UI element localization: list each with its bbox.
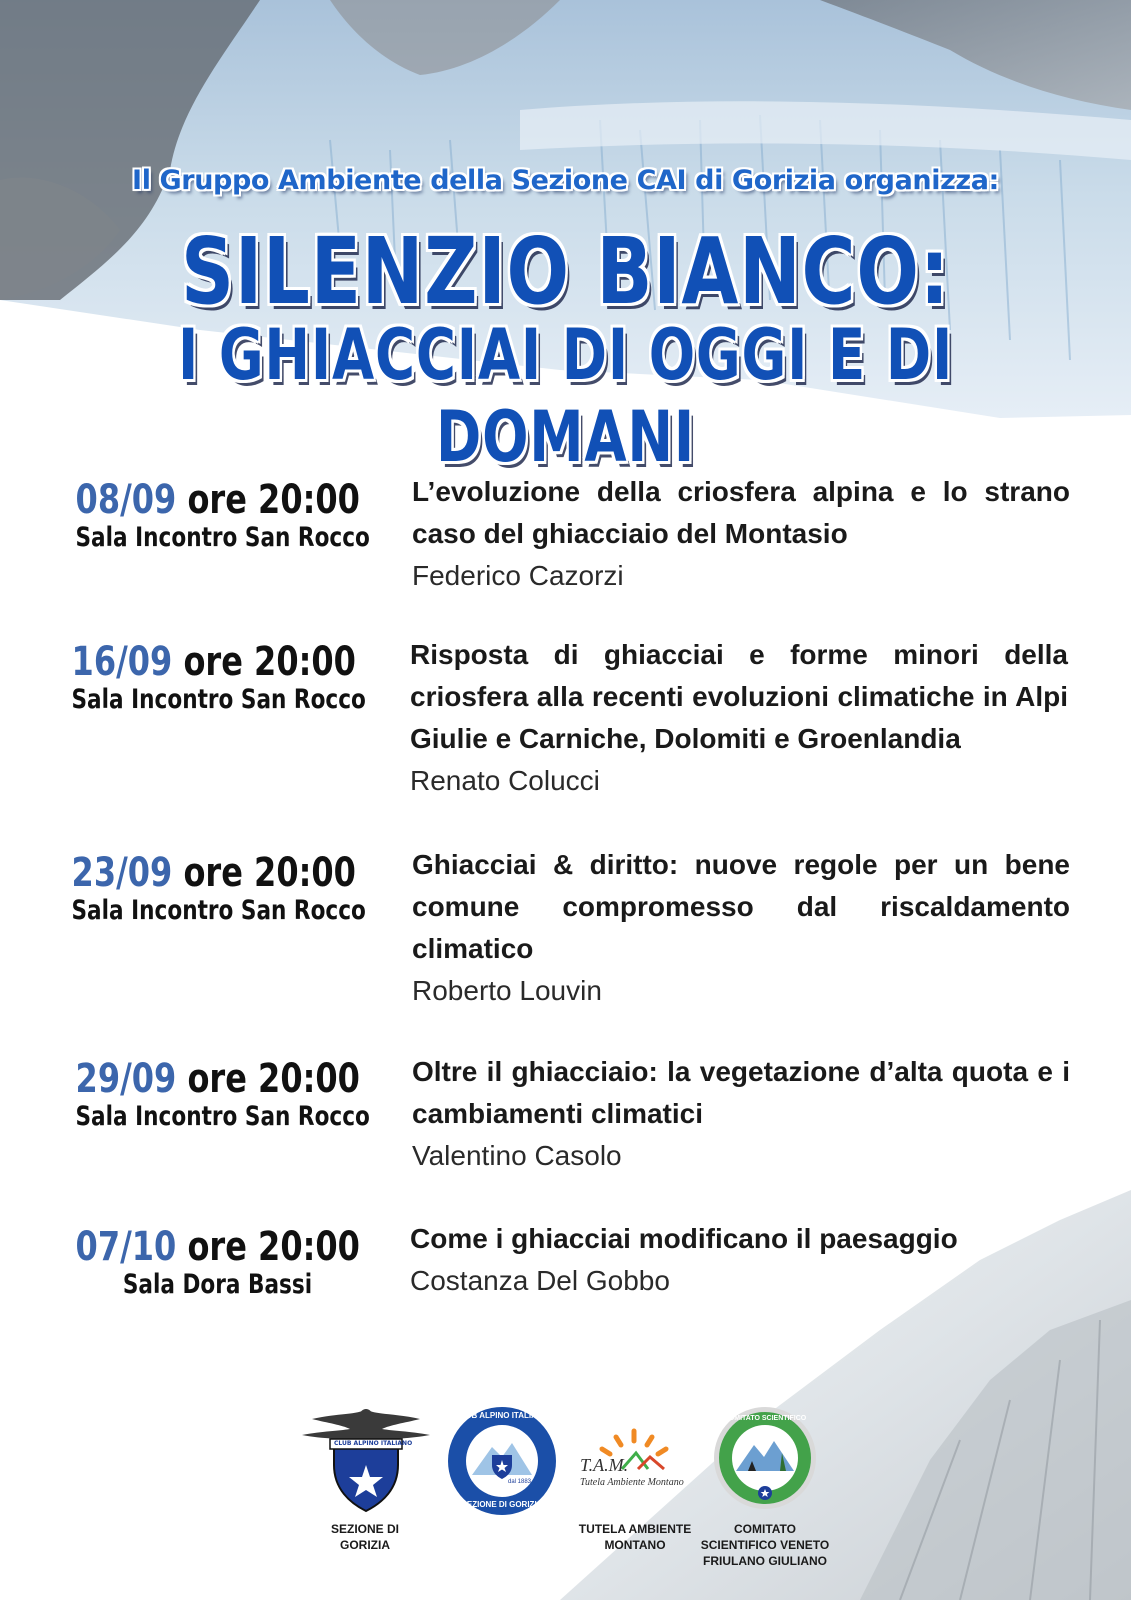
event-venue: Sala Incontro San Rocco: [71, 684, 366, 715]
event-time: ore 20:00: [187, 1056, 360, 1102]
event-title-line1: SILENZIO BIANCO:: [181, 218, 950, 325]
event-when: [40, 1225, 395, 1301]
speaker-name: Costanza Del Gobbo: [410, 1265, 670, 1296]
event-date: 23/09: [71, 850, 173, 896]
event-when: [36, 640, 391, 716]
event-when: [36, 851, 391, 927]
speaker-name: Federico Cazorzi: [412, 560, 624, 591]
event-date: 16/09: [71, 639, 173, 685]
event-talk: [412, 844, 1070, 1012]
talk-title: Risposta di ghiacciai e forme minori della criosfera alla recenti evoluzioni climatiche in Alpi Giulie e Carniche, Dolomiti e Groenlandia: [410, 639, 1068, 754]
event-talk: [412, 471, 1070, 597]
event-time: ore 20:00: [187, 477, 360, 523]
event-talk: [412, 1051, 1070, 1177]
tam-script: Tutela Ambiente Montano: [580, 1477, 684, 1488]
event-when: [40, 478, 395, 554]
cai-eagle-shield-icon: [298, 1405, 434, 1515]
organizer-intro: Il Gruppo Ambiente della Sezione CAI di Gorizia organizza:: [132, 165, 999, 196]
event-datetime: [72, 640, 356, 684]
event-venue: Sala Incontro San Rocco: [75, 1101, 370, 1132]
event-datetime: [76, 1057, 360, 1101]
tam-caption: TUTELA AMBIENTE MONTANO: [578, 1522, 692, 1552]
speaker-name: Renato Colucci: [410, 765, 600, 796]
gorizia-year: dal 1883: [508, 1479, 532, 1485]
gorizia-bottom-text: SEZIONE DI GORIZIA: [461, 1500, 543, 1509]
comitato-logo: [712, 1405, 818, 1511]
event-time: ore 20:00: [183, 850, 356, 896]
event-venue: Sala Incontro San Rocco: [75, 522, 370, 553]
event-datetime: [76, 478, 360, 522]
talk-title: Oltre il ghiacciaio: la vegetazione d’alta quota e i cambiamenti climatici: [412, 1056, 1070, 1129]
speaker-name: Valentino Casolo: [412, 1140, 622, 1171]
cai-ring-text: CLUB ALPINO ITALIANO: [334, 1440, 413, 1447]
tam-logo: [578, 1425, 690, 1505]
event-date: 07/10: [75, 1224, 177, 1270]
event-date: 08/09: [75, 477, 177, 523]
event-datetime: [72, 851, 356, 895]
event-title-line2: I GHIACCIAI DI OGGI E DI DOMANI: [177, 314, 954, 478]
talk-title: Ghiacciai & diritto: nuove regole per un bene comune compromesso dal riscaldamento climatico: [412, 849, 1070, 964]
event-datetime: [76, 1225, 360, 1269]
event-time: ore 20:00: [187, 1224, 360, 1270]
speaker-name: Roberto Louvin: [412, 975, 602, 1006]
talk-title: Come i ghiacciai modificano il paesaggio: [410, 1223, 958, 1254]
event-date: 29/09: [75, 1056, 177, 1102]
event-venue: Sala Incontro San Rocco: [71, 895, 366, 926]
event-venue: Sala Dora Bassi: [122, 1269, 313, 1300]
gorizia-top-text: CLUB ALPINO ITALIANO: [455, 1411, 549, 1420]
comitato-caption: COMITATO SCIENTIFICO VENETO FRIULANO GIULIANO: [700, 1522, 830, 1568]
comitato-ring-text: COMITATO SCIENTIFICO: [723, 1415, 807, 1422]
gorizia-section-logo: [446, 1405, 558, 1517]
event-time: ore 20:00: [183, 639, 356, 685]
talk-title: L’evoluzione della criosfera alpina e lo strano caso del ghiacciaio del Montasio: [412, 476, 1070, 549]
cai-badge-caption: SEZIONE DI GORIZIA: [330, 1522, 399, 1552]
tam-mark: T.A.M.: [580, 1455, 629, 1475]
cai-badge-logo: [298, 1405, 434, 1515]
event-talk: [410, 1218, 1068, 1302]
event-when: [40, 1057, 395, 1133]
event-talk: [410, 634, 1068, 802]
